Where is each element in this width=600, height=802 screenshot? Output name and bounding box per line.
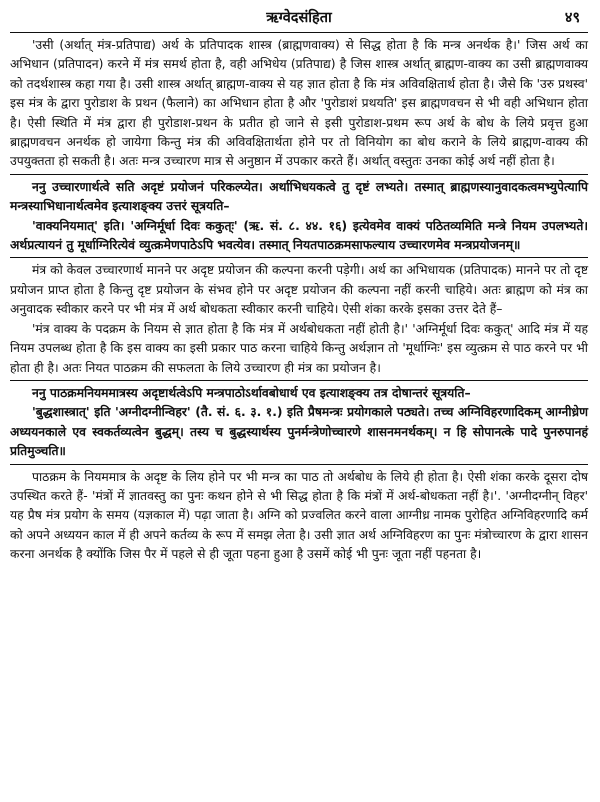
sanskrit-paragraph: ननु पाठक्रमनियममात्रस्य अदृष्टार्थत्वेऽपि मन्त्रपाठोऽर्थावबोधार्थ एव इत्याशङ्क्य तत्र दोषान्तरं सूत्रयति–: [32, 385, 471, 400]
header-title: ऋग्वेदसंहिता: [266, 10, 332, 26]
commentary-block-2: [10, 261, 588, 377]
commentary-paragraph: पाठक्रम के नियममात्र के अदृष्ट के लिय होने पर भी मन्त्र का पाठ तो अर्थबोध के लिये ही होता है। ऐसी शंका करके दूसरा दोष उपस्थित करते हैं- 'मंत्रों में ज्ञातवस्तु का पुनः कथन होने से भी सिद्ध होता है कि मंत्रों में अर्थ-बोधकता नहीं है।'. 'अग्नीदग्नीन् विहर' यह प्रैष मंत्र प्रयोग के समय (यज्ञकाल में) पढ़ा जाता है। अग्नि को प्रज्वलित करने वाला आग्नीध्र नामक पुरोहित अग्निविहरणादि कर्म को अपने अध्ययन काल में ही अपने कर्तव्य के रूप में समझ लेता है। उसी ज्ञात अर्थ अग्निविहरण का पुनः मंत्रोच्चारण के द्वारा शासन करना अनर्थक है क्योंकि जिस पैर में पहले से ही जूता पहना हुआ है उसमें कोई भी पुनः जूता नहीं पहनता है।: [10, 469, 588, 562]
running-header: [10, 6, 588, 30]
commentary-block-3: [10, 468, 588, 565]
commentary-paragraph: मंत्र को केवल उच्चारणार्थ मानने पर अदृष्ट प्रयोजन की कल्पना करनी पड़ेगी। अर्थ का अभिधायक (प्रतिपादक) मानने पर तो दृष्ट प्रयोजन प्राप्त होता है किन्तु दृष्ट प्रयोजन के संभव होने पर अदृष्ट प्रयोजन की कल्पना नहीं करनी चाहिये। अतः ब्राह्मण को मंत्र का अनुवादक स्वीकार करने पर भी मंत्र में अर्थ बोधकता स्वीकार करनी चाहिये। ऐसी शंका करके इसका उत्तर देते हैं–: [10, 263, 588, 317]
section-divider: [10, 380, 588, 381]
sanskrit-block-2: [10, 384, 588, 462]
commentary-paragraph: 'उसी (अर्थात् मंत्र-प्रतिपाद्य) अर्थ के प्रतिपादक शास्त्र (ब्राह्मणवाक्य) से सिद्ध होता है कि मन्त्र अनर्थक है।' जिस अर्थ का अभिधान (प्रतिपादन) करने में मंत्र समर्थ होता है, वही अभिधेय (प्रतिपाद्य) है जिस शास्त्र अर्थात् ब्राह्मण-वाक्य का उसी ब्राह्मणवाक्य को तदर्थशास्त्र कहा गया है। उसी शास्त्र अर्थात् ब्राह्मण-वाक्य से यह ज्ञात होता है कि मंत्र अविवक्षितार्थ होता है। जैसे कि 'उरु प्रथस्व' इस मंत्र के द्वारा पुरोडाश के प्रथन (फैलाने) का अभिधान होता है और 'पुरोडाशं प्रथयति' इस ब्राह्मणवचन से भी वही अभिधान होता है। ऐसी स्थिति में मंत्र द्वारा ही पुरोडाश-प्रथन के प्रतीत हो जाने से इसी पुरोडाश-प्रथम रूप अर्थ के बोध के लिये प्रवृत्त हुआ ब्राह्मणवचन अनर्थक हो जायेगा किन्तु मंत्र की अविवक्षितार्थता होने पर तो विनियोग का बोध कराने के लिये ब्राह्मण-वाक्य की उपयुक्तता हो सकती है। अतः मन्त्र उच्चारण मात्र से अनुष्ठान में उपकार करते हैं। अर्थात् वस्तुतः उनका कोई अर्थ नहीं होता है।: [10, 38, 588, 169]
header-rule: [10, 32, 588, 33]
sanskrit-block-1: [10, 178, 588, 256]
section-divider: [10, 174, 588, 175]
section-divider: [10, 257, 588, 258]
sanskrit-paragraph: ननु उच्चारणार्थत्वे सति अदृष्टं प्रयोजनं परिकल्प्येत। अर्थाभिधयकत्वे तु दृष्टं लभ्यते। तस्मात् ब्राह्मणस्यानुवादकत्वमभ्युपेत्यापि मन्त्रस्याभिधानार्थत्वमेव इत्याशङ्क्य उत्तरं सूत्रयति–: [10, 179, 588, 214]
section-divider: [10, 464, 588, 465]
sanskrit-paragraph: 'वाक्यनियमात्' इति। 'अग्निर्मूर्धा दिवः ककुत्ः' (ऋ. सं. ८. ४४. १६) इत्येवमेव वाक्यं पठितव्यमिति मन्त्रे नियम उपलभ्यते। अर्थप्रत्यायनं तु मूर्धाग्निरित्येवं व्युत्क्रमेणपाठेऽपि भवत्येव। तस्मात् नियतपाठक्रमसाफल्याय उच्चारणमेव मन्त्रप्रयोजनम्॥: [10, 218, 588, 253]
commentary-paragraph: 'मंत्र वाक्य के पदक्रम के नियम से ज्ञात होता है कि मंत्र में अर्थबोधकता नहीं होती है।' 'अग्निर्मूर्धा दिवः ककुत्' आदि मंत्र में यह नियम उपलब्ध होता है कि इस वाक्य का इसी प्रकार पाठ करना चाहिये किन्तु अर्थज्ञान तो 'मूर्धाग्निः' इस व्युत्क्रम से पाठ करने पर भी होता ही है। अतः नियत पाठक्रम की सफलता के लिये उच्चारण ही मंत्र का प्रयोजन है।: [10, 321, 588, 375]
sanskrit-paragraph: 'बुद्धशास्त्रात्' इति 'अग्नीदग्नीन्विहर' (तै. सं. ६. ३. १.) इति प्रैषमन्त्रः प्रयोगकाले पठ्यते। तच्च अग्निविहरणादिकम् आग्नीध्रेण अध्ययनकाले एव स्वकर्तव्यत्वेन बुद्धम्। तस्य च बुद्धस्यार्थस्य पुनर्मन्त्रेणोच्चारणे शासनमनर्थकम्। न हि सोपानत्के पादे पुनरुपानहं प्रतिमुञ्चति॥: [10, 405, 588, 459]
page-number: ४९: [564, 10, 580, 26]
commentary-block-1: [10, 36, 588, 172]
